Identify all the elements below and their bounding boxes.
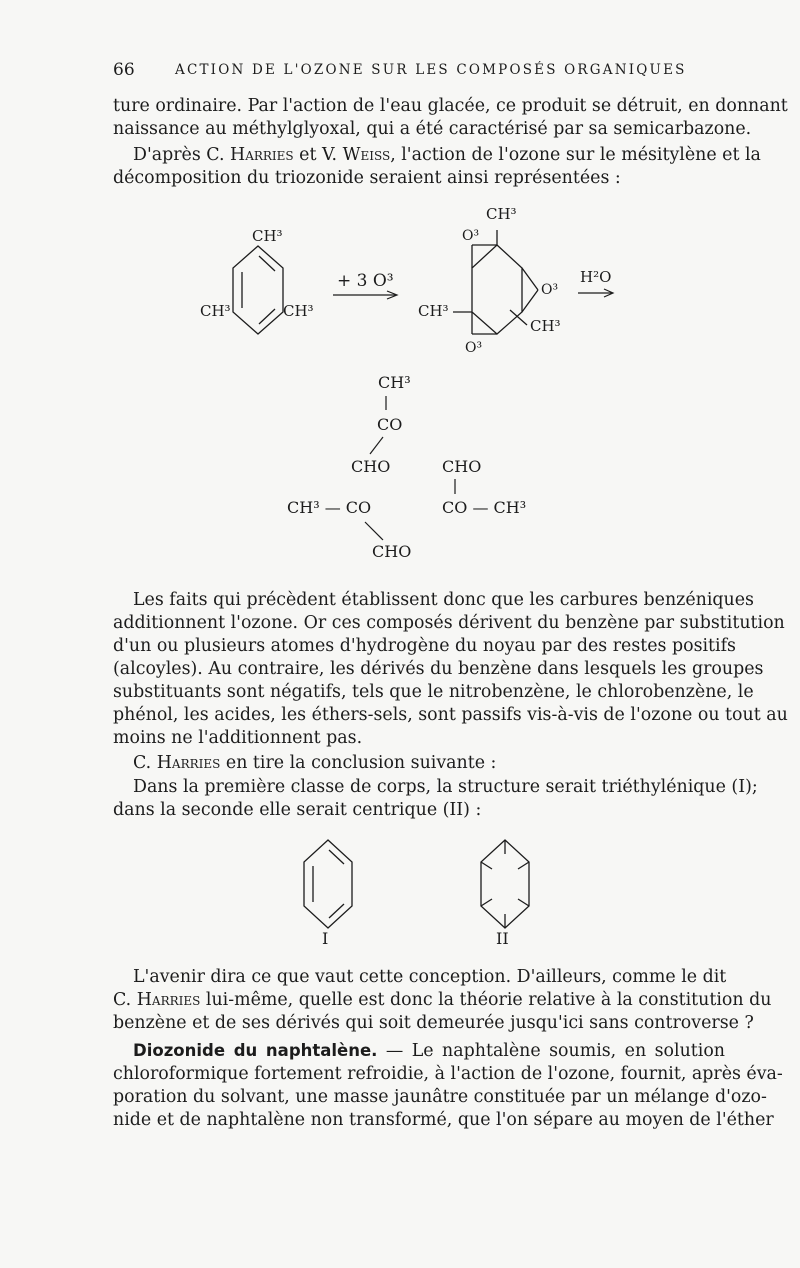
mesitylene-ring — [233, 246, 283, 334]
text-fragment: C. — [113, 990, 137, 1010]
product-1-ch3: CH³ — [378, 373, 411, 392]
triozonide-ch3-left: CH³ — [418, 302, 449, 320]
text-fragment: C. — [133, 753, 157, 773]
text-line: (alcoyles). Au contraire, les dérivés du benzène dans lesquels les groupes — [113, 659, 764, 679]
text-line: Dans la première classe de corps, la structure serait triéthylénique (I); — [133, 777, 758, 797]
structure-label-i: I — [322, 929, 329, 948]
paragraph-7 — [113, 1039, 783, 1132]
text-line — [113, 1039, 725, 1063]
author-name: Harries — [136, 990, 201, 1010]
text-fragment: , l'action de l'ozone sur le mésitylène et la — [390, 145, 761, 165]
structure-triethylenic — [304, 840, 352, 928]
product-2-co-ch3: CO — CH³ — [442, 498, 527, 517]
hydrolysis-arrow — [578, 289, 613, 297]
ozone-label-right: O³ — [541, 282, 559, 298]
text-line: benzène et de ses dérivés qui soit demeurée jusqu'ici sans controverse ? — [113, 1013, 754, 1033]
text-line: Les faits qui précèdent établissent donc que les carbures benzéniques — [133, 590, 754, 610]
product-2-cho: CHO — [442, 457, 482, 476]
product-1-co: CO — [377, 415, 403, 434]
text-line: nide et de naphtalène non transformé, que l'on sépare au moyen de l'éther — [113, 1110, 774, 1130]
paragraph-3 — [113, 589, 788, 750]
page-number: 66 — [113, 60, 135, 80]
text-line: chloroformique fortement refroidie, à l'action de l'ozone, fournit, après éva- — [113, 1064, 783, 1084]
text-fragment: lui-même, quelle est donc la théorie relative à la constitution du — [200, 990, 772, 1010]
triozonide-ring — [453, 230, 538, 334]
text-line: d'un ou plusieurs atomes d'hydrogène du noyau par des restes positifs — [113, 636, 736, 656]
structure-centric — [481, 840, 529, 928]
paragraph-4 — [113, 752, 725, 775]
author-name: Weiss — [342, 145, 391, 165]
triozonide-ch3-right: CH³ — [530, 317, 561, 335]
product-3-cho: CHO — [372, 542, 412, 561]
benzene-structures — [0, 830, 800, 950]
text-fragment: D'après C. — [133, 145, 231, 165]
text-line: dans la seconde elle serait centrique (II) : — [113, 800, 482, 820]
ozone-label-top: O³ — [462, 228, 480, 244]
text-line: moins ne l'additionnent pas. — [113, 728, 363, 748]
text-fragment: — Le naphtalène soumis, en solution — [377, 1041, 725, 1061]
text-line: L'avenir dira ce que vaut cette conception. D'ailleurs, comme le dit — [133, 967, 727, 987]
mesitylene-ch3-top: CH³ — [252, 227, 283, 245]
reaction-arrow — [333, 291, 397, 299]
text-line: naissance au méthylglyoxal, qui a été caractérisé par sa semicarbazone. — [113, 119, 752, 139]
mesitylene-ch3-left: CH³ — [200, 302, 231, 320]
text-line: ture ordinaire. Par l'action de l'eau glacée, ce produit se détruit, en donnant — [113, 96, 788, 116]
text-fragment: en tire la conclusion suivante : — [220, 753, 497, 773]
paragraph-5 — [113, 776, 758, 822]
structure-label-ii: II — [496, 929, 509, 948]
mesitylene-ch3-right: CH³ — [283, 302, 314, 320]
reaction-reagent: + 3 O³ — [337, 271, 394, 291]
triozonide-ch3-top: CH³ — [486, 205, 517, 223]
product-1-cho: CHO — [351, 457, 391, 476]
paragraph-6 — [113, 966, 772, 1035]
text-line: poration du solvant, une masse jaunâtre constituée par un mélange d'ozo- — [113, 1087, 767, 1107]
text-line: phénol, les acides, les éthers-sels, sont passifs vis-à-vis de l'ozone ou tout au — [113, 705, 788, 725]
text-line — [113, 752, 725, 775]
text-fragment: et V. — [293, 145, 343, 165]
author-name: Harries — [156, 753, 221, 773]
reaction-scheme — [0, 0, 800, 580]
text-line: décomposition du triozonide seraient ainsi représentées : — [113, 168, 621, 188]
product-3-ch3-co: CH³ — CO — [287, 498, 372, 517]
text-line — [113, 989, 772, 1012]
water-label: H²O — [580, 268, 612, 286]
author-name: Harries — [230, 145, 294, 165]
text-line: substituants sont négatifs, tels que le nitrobenzène, le chlorobenzène, le — [113, 682, 754, 702]
running-title: ACTION DE L'OZONE SUR LES COMPOSÉS ORGANIQUES — [175, 62, 687, 78]
section-heading: Diozonide du naphtalène. — [133, 1041, 378, 1060]
text-line: additionnent l'ozone. Or ces composés dérivent du benzène par substitution — [113, 613, 785, 633]
ozone-label-bottom: O³ — [465, 340, 483, 356]
